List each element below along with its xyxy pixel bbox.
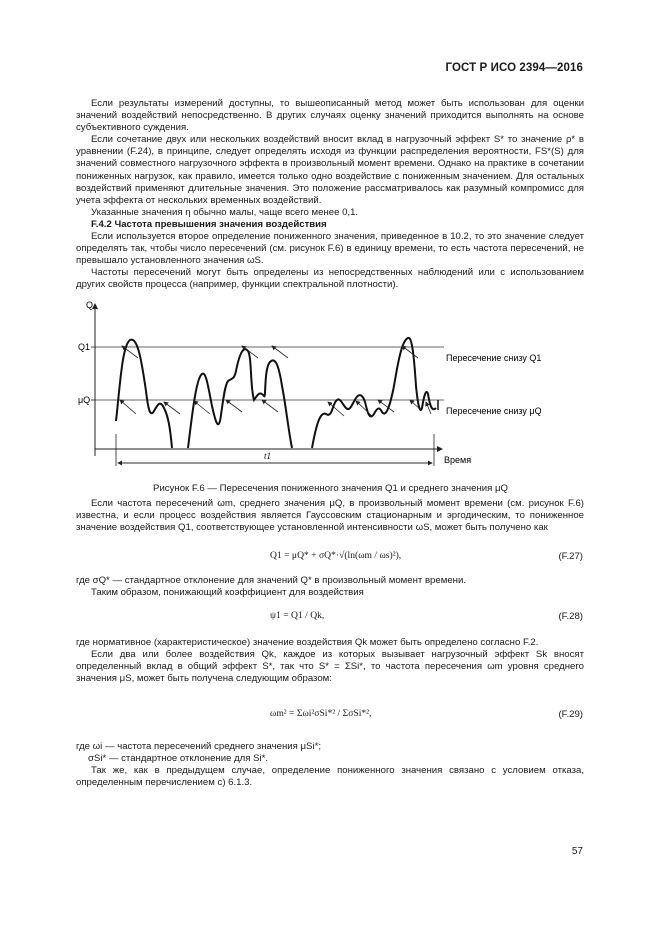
body-block-3: [76, 575, 584, 599]
paragraph: Если сочетание двух или нескольких воздействий вносит вклад в нагрузочный эффект S* то значение ρ* в уравнении (F.24), в принципе, следует определять исходя из функции распределения вероятности, FS*(S) для значений совместного нагрузочного эффекта в произвольный момент времени. Однако на практике в сочетании пониженных нагрузок, как правило, имеется только одно воздействие с пониженным значением. Для остальных воздействий применяют длительные значения. Это положение рассматривалось как разумный компромисс для учета эффекта от нескольких временных воздействий.: [76, 134, 584, 206]
body-block-5: [76, 741, 584, 789]
paragraph: Таким образом, понижающий коэффициент для воздействия: [91, 587, 364, 599]
time-label: Время: [444, 455, 472, 465]
formula-f29: ωm² = Σωi²σSi*² / ΣσSi*²,: [270, 708, 372, 719]
process-curve: [116, 338, 436, 448]
paragraph: где σQ* — стандартное отклонение для значений Q* в произвольный момент времени.: [76, 575, 466, 586]
paragraph: σSi* — стандартное отклонение для Si*.: [88, 753, 269, 765]
paragraph: Если частота пересечений ωm, среднего значения μQ, в произвольный момент времени (см. рисунок F.6) известна, и если процесс воздействия является Гауссовским стационарным и эргодическим, то пониженное значение воздействия Q1, соответствующее установленной интенсивности ωS, может быть получено как: [76, 498, 584, 534]
formula-number-f29: (F.29): [558, 709, 583, 720]
figure-caption: Рисунок F.6 — Пересечения пониженного значения Q1 и среднего значения μQ: [153, 483, 508, 494]
body-block-4: [76, 637, 584, 685]
page-header: ГОСТ Р ИСО 2394—2016: [445, 62, 583, 74]
section-title: F.4.2 Частота превышения значения воздействия: [91, 218, 327, 230]
label-cross-mu: Пересечение снизу μQ: [446, 406, 542, 416]
body-block-2: [76, 498, 584, 534]
paragraph: Так же, как в предыдущем случае, определение пониженного значения связано с условием отказа, определенным перечислением с) 6.1.3.: [76, 765, 584, 789]
formula-number-f28: (F.28): [558, 611, 583, 622]
paragraph: где ωi — частота пересечений среднего значения μSi*;: [76, 741, 321, 752]
formula-number-f27: (F.27): [558, 551, 583, 562]
crossing-arrows: [120, 346, 431, 416]
body-block-1: [76, 98, 584, 292]
paragraph: Частоты пересечений могут быть определены из непосредственных наблюдений или с использованием других свойств процесса (например, функции спектральной плотности).: [76, 267, 584, 291]
paragraph: Если используется второе определение пониженного значения, приведенное в 10.2, то это значение следует определять так, чтобы число пересечений (см. рисунок F.6) в единицу времени, то есть частота пересечений, не превышало установленного значения ωS.: [76, 231, 584, 267]
paragraph: где нормативное (характеристическое) значение воздействия Qk может быть определено согласно F.2.: [76, 637, 539, 648]
formula-f28: ψ1 = Q1 / Qk,: [270, 610, 325, 621]
formula-f27: Q1 = μQ* + σQ*·√(ln(ωm / ωs)²),: [270, 550, 402, 561]
y-axis-label: Q: [86, 300, 94, 310]
interval-label: t1: [264, 451, 272, 461]
level-label-q1: Q1: [78, 342, 91, 352]
page-number: 57: [571, 846, 583, 857]
label-cross-q1: Пересечение снизу Q1: [446, 353, 542, 363]
paragraph: Если результаты измерений доступны, то вышеописанный метод может быть использован для оценки значений воздействий непосредственно. В других случаях оценку значений приходится выполнять на основе субъективного суждения.: [76, 98, 584, 134]
level-label-mu: μQ: [78, 395, 91, 405]
paragraph: Указанные значения η обычно малы, чаще всего менее 0,1.: [91, 206, 359, 218]
paragraph: Если два или более воздействия Qk, каждое из которых вызывает нагрузочный эффект Sk вносят определенный вклад в общий эффект S*, так что S* = ΣSi*, то частота пересечения ωm уровня среднего значения μS, может быть получена следующим образом:: [76, 649, 584, 685]
figure-f6: [76, 296, 584, 476]
